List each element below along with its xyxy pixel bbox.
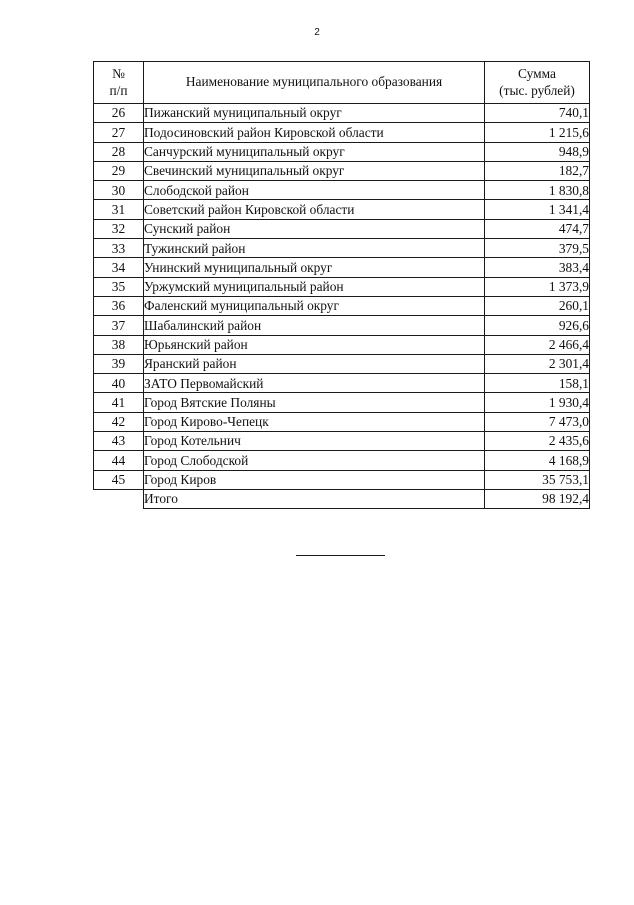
row-sum: 948,9 bbox=[485, 142, 590, 161]
table-row bbox=[94, 412, 590, 431]
row-sum: 35 753,1 bbox=[485, 470, 590, 489]
row-sum: 1 215,6 bbox=[485, 123, 590, 142]
row-number: 37 bbox=[94, 316, 144, 335]
row-sum: 926,6 bbox=[485, 316, 590, 335]
total-label: Итого bbox=[144, 489, 485, 508]
table-row bbox=[94, 451, 590, 470]
header-sum-line2: (тыс. рублей) bbox=[499, 82, 575, 98]
allocation-table bbox=[93, 61, 590, 509]
row-number: 29 bbox=[94, 161, 144, 180]
row-name: Город Кирово-Чепецк bbox=[144, 412, 485, 431]
row-name: Яранский район bbox=[144, 354, 485, 373]
row-number: 33 bbox=[94, 239, 144, 258]
row-name: Город Котельнич bbox=[144, 432, 485, 451]
row-number: 43 bbox=[94, 432, 144, 451]
end-divider-line bbox=[296, 555, 385, 556]
row-sum: 260,1 bbox=[485, 296, 590, 315]
row-name: Подосиновский район Кировской области bbox=[144, 123, 485, 142]
table-row bbox=[94, 181, 590, 200]
row-sum: 474,7 bbox=[485, 219, 590, 238]
row-name: Тужинский район bbox=[144, 239, 485, 258]
header-number-line1: № bbox=[112, 65, 125, 81]
table-row bbox=[94, 432, 590, 451]
row-name: Уржумский муниципальный район bbox=[144, 277, 485, 296]
page-number: 2 bbox=[314, 27, 320, 38]
row-sum: 7 473,0 bbox=[485, 412, 590, 431]
row-number: 28 bbox=[94, 142, 144, 161]
row-number: 30 bbox=[94, 181, 144, 200]
row-name: Свечинский муниципальный округ bbox=[144, 161, 485, 180]
row-sum: 2 466,4 bbox=[485, 335, 590, 354]
table-row bbox=[94, 296, 590, 315]
header-number-line2: п/п bbox=[109, 82, 128, 98]
row-sum: 1 341,4 bbox=[485, 200, 590, 219]
table-row bbox=[94, 393, 590, 412]
row-number: 32 bbox=[94, 219, 144, 238]
table-row bbox=[94, 354, 590, 373]
row-number: 45 bbox=[94, 470, 144, 489]
row-name: Пижанский муниципальный округ bbox=[144, 104, 485, 123]
table-row bbox=[94, 258, 590, 277]
row-number: 31 bbox=[94, 200, 144, 219]
table-row bbox=[94, 470, 590, 489]
table-row bbox=[94, 374, 590, 393]
row-sum: 740,1 bbox=[485, 104, 590, 123]
total-row bbox=[94, 489, 590, 508]
table-header-row bbox=[94, 62, 590, 104]
row-number: 26 bbox=[94, 104, 144, 123]
row-name: Фаленский муниципальный округ bbox=[144, 296, 485, 315]
row-sum: 1 830,8 bbox=[485, 181, 590, 200]
row-name: Юрьянский район bbox=[144, 335, 485, 354]
row-number: 36 bbox=[94, 296, 144, 315]
row-sum: 4 168,9 bbox=[485, 451, 590, 470]
header-number bbox=[94, 62, 144, 104]
table-row bbox=[94, 123, 590, 142]
table-row bbox=[94, 104, 590, 123]
row-sum: 158,1 bbox=[485, 374, 590, 393]
total-sum: 98 192,4 bbox=[485, 489, 590, 508]
row-name: Слободской район bbox=[144, 181, 485, 200]
table-row bbox=[94, 277, 590, 296]
table-row bbox=[94, 335, 590, 354]
row-sum: 2 301,4 bbox=[485, 354, 590, 373]
row-number: 44 bbox=[94, 451, 144, 470]
row-sum: 383,4 bbox=[485, 258, 590, 277]
row-number: 40 bbox=[94, 374, 144, 393]
row-number: 34 bbox=[94, 258, 144, 277]
row-number: 41 bbox=[94, 393, 144, 412]
row-sum: 2 435,6 bbox=[485, 432, 590, 451]
row-name: Санчурский муниципальный округ bbox=[144, 142, 485, 161]
total-number-cell bbox=[94, 489, 144, 508]
row-name: Советский район Кировской области bbox=[144, 200, 485, 219]
row-number: 27 bbox=[94, 123, 144, 142]
row-sum: 1 930,4 bbox=[485, 393, 590, 412]
header-sum bbox=[485, 62, 590, 104]
table-row bbox=[94, 239, 590, 258]
row-sum: 1 373,9 bbox=[485, 277, 590, 296]
row-sum: 182,7 bbox=[485, 161, 590, 180]
row-name: Шабалинский район bbox=[144, 316, 485, 335]
row-name: ЗАТО Первомайский bbox=[144, 374, 485, 393]
table-row bbox=[94, 142, 590, 161]
row-name: Город Слободской bbox=[144, 451, 485, 470]
row-number: 38 bbox=[94, 335, 144, 354]
table-row bbox=[94, 161, 590, 180]
header-sum-line1: Сумма bbox=[518, 65, 556, 81]
row-number: 42 bbox=[94, 412, 144, 431]
row-sum: 379,5 bbox=[485, 239, 590, 258]
row-name: Сунский район bbox=[144, 219, 485, 238]
row-name: Город Киров bbox=[144, 470, 485, 489]
row-name: Город Вятские Поляны bbox=[144, 393, 485, 412]
row-number: 39 bbox=[94, 354, 144, 373]
row-number: 35 bbox=[94, 277, 144, 296]
table-row bbox=[94, 219, 590, 238]
row-name: Унинский муниципальный округ bbox=[144, 258, 485, 277]
header-name: Наименование муниципального образования bbox=[144, 62, 485, 104]
table-row bbox=[94, 316, 590, 335]
table-row bbox=[94, 200, 590, 219]
